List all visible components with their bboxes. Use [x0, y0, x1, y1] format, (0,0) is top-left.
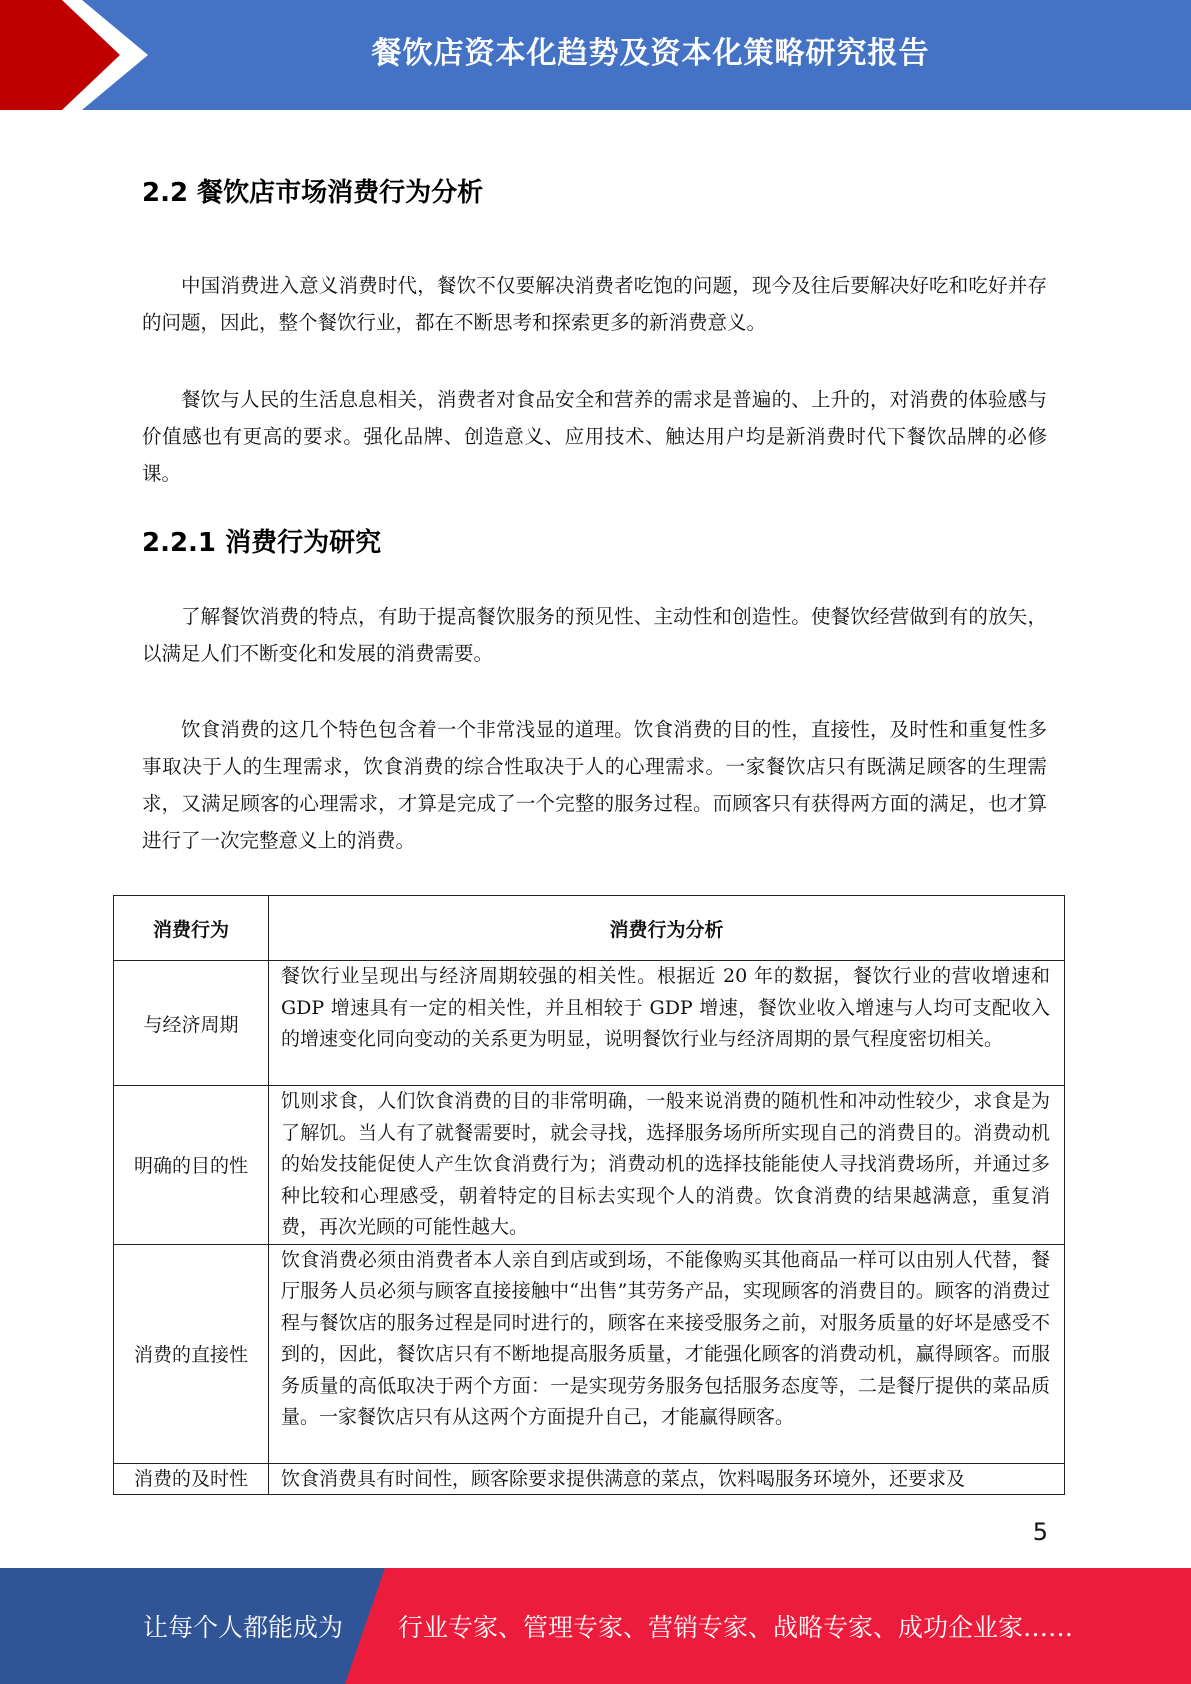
section-heading: 2.2 餐饮店市场消费行为分析 [142, 178, 484, 208]
table-header-row [114, 896, 1065, 961]
table-row [114, 961, 1065, 1086]
analysis-cell: 餐饮行业呈现出与经济周期较强的相关性。根据近 20 年的数据，餐饮行业的营收增速和 GDP 增速具有一定的相关性，并且相较于 GDP 增速，餐饮业收入增速与人均可支配收入的增速变化同向变动的关系更为明显，说明餐饮行业与经济周期的景气程度密切相关。 [269, 961, 1065, 1086]
section-paragraph-2: 餐饮与人民的生活息息相关，消费者对食品安全和营养的需求是普遍的、上升的，对消费的体验感与价值感也有更高的要求。强化品牌、创造意义、应用技术、触达用户均是新消费时代下餐饮品牌的必修课。 [142, 388, 1047, 485]
behavior-cell: 消费的及时性 [114, 1463, 269, 1494]
section-paragraph-1: 中国消费进入意义消费时代，餐饮不仅要解决消费者吃饱的问题，现今及往后要解决好吃和吃好并存的问题，因此，整个餐饮行业，都在不断思考和探索更多的新消费意义。 [142, 274, 1047, 334]
analysis-cell: 饮食消费具有时间性，顾客除要求提供满意的菜点，饮料喝服务环境外，还要求及 [269, 1463, 1065, 1494]
page-number: 5 [1032, 1518, 1048, 1546]
behavior-cell: 消费的直接性 [114, 1244, 269, 1463]
subsection-paragraph-2: 饮食消费的这几个特色包含着一个非常浅显的道理。饮食消费的目的性，直接性，及时性和重复性多事取决于人的生理需求，饮食消费的综合性取决于人的心理需求。一家餐饮店只有既满足顾客的生理需求，又满足顾客的心理需求，才算是完成了一个完整的服务过程。而顾客只有获得两方面的满足，也才算进行了一次完整意义上的消费。 [142, 718, 1047, 852]
subsection-paragraph-1: 了解餐饮消费的特点，有助于提高餐饮服务的预见性、主动性和创造性。使餐饮经营做到有的放矢，以满足人们不断变化和发展的消费需要。 [142, 605, 1047, 665]
report-title: 餐饮店资本化趋势及资本化策略研究报告 [371, 36, 930, 71]
column-header-behavior: 消费行为 [114, 896, 269, 961]
page-header [0, 0, 1191, 110]
subsection-heading: 2.2.1 消费行为研究 [142, 528, 382, 558]
analysis-cell: 饮食消费必须由消费者本人亲自到店或到场，不能像购买其他商品一样可以由别人代替，餐厅服务人员必须与顾客直接接触中“出售”其劳务产品，实现顾客的消费目的。顾客的消费过程与餐饮店的服务过程是同时进行的，顾客在来接受服务之前，对服务质量的好坏是感受不到的，因此，餐饮店只有不断地提高服务质量，才能强化顾客的消费动机，赢得顾客。而服务质量的高低取决于两个方面：一是实现劳务服务包括服务态度等，二是餐厅提供的菜品质量。一家餐饮店只有从这两个方面提升自己，才能赢得顾客。 [269, 1244, 1065, 1463]
footer-slogan-right: 行业专家、管理专家、营销专家、战略专家、成功企业家…… [398, 1613, 1074, 1642]
behavior-cell: 明确的目的性 [114, 1086, 269, 1245]
table-row [114, 1244, 1065, 1463]
behavior-cell: 与经济周期 [114, 961, 269, 1086]
table-row [114, 1086, 1065, 1245]
header-arrow-graphic [0, 0, 160, 110]
column-header-analysis: 消费行为分析 [269, 896, 1065, 961]
page-footer [0, 1568, 1191, 1684]
analysis-cell: 饥则求食，人们饮食消费的目的非常明确，一般来说消费的随机性和冲动性较少，求食是为了解饥。当人有了就餐需要时，就会寻找，选择服务场所所实现自己的消费目的。消费动机的始发技能促使人产生饮食消费行为；消费动机的选择技能能使人寻找消费场所，并通过多种比较和心理感受，朝着特定的目标去实现个人的消费。饮食消费的结果越满意，重复消费，再次光顾的可能性越大。 [269, 1086, 1065, 1245]
footer-slogan-left: 让每个人都能成为 [143, 1613, 344, 1642]
table-row [114, 1463, 1065, 1494]
consumer-behavior-table [113, 895, 1065, 1495]
